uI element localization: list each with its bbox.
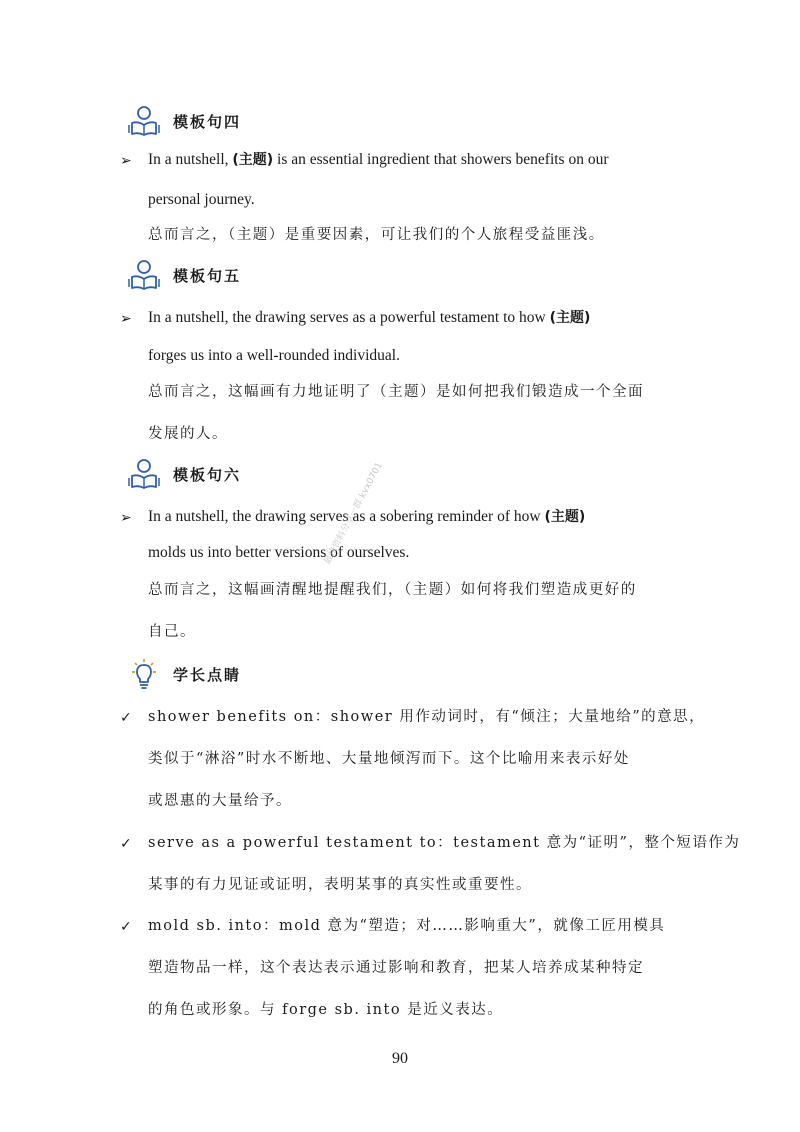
tips-title: 学长点睛 (173, 665, 242, 684)
en-sentence-line-1 (148, 308, 590, 328)
checkmark-bullet-icon: ✓ (120, 710, 132, 726)
zh-translation-line: 总而言之，这幅画清醒地提醒我们，（主题）如何将我们塑造成更好的 (148, 582, 637, 598)
zh-translation-line: 总而言之，（主题）是重要因素，可让我们的个人旅程受益匪浅。 (148, 227, 605, 243)
section-heading-4 (127, 103, 241, 139)
tip-line: mold sb. into：mold 意为“塑造；对……影响重大”，就像工匠用模具 (148, 918, 666, 934)
en-text: is an essential ingredient that showers benefits on our (273, 151, 609, 168)
en-sentence-line-2: personal journey. (148, 191, 255, 208)
zh-translation-line: 总而言之，这幅画有力地证明了（主题）是如何把我们锻造成一个全面 (148, 384, 644, 400)
subject-placeholder: (主题) (232, 152, 274, 168)
tip-line: 的角色或形象。与 forge sb. into 是近义表达。 (148, 1002, 504, 1018)
reading-person-icon (127, 258, 161, 292)
tip-line: 类似于“淋浴”时水不断地、大量地倾泻而下。这个比喻用来表示好处 (148, 751, 630, 767)
en-sentence-line-1 (148, 507, 585, 527)
en-sentence-line-2: molds us into better versions of ourselves. (148, 544, 410, 561)
section-title: 模板句五 (173, 266, 242, 285)
section-heading-6 (127, 456, 241, 492)
tip-line: 或恩惠的大量给予。 (148, 793, 292, 809)
tips-heading (127, 656, 241, 692)
subject-placeholder: (主题) (544, 509, 586, 525)
en-sentence-line-1 (148, 150, 609, 170)
tip-line: 塑造物品一样，这个表达表示通过影响和教育，把某人培养成某种特定 (148, 960, 644, 976)
reading-person-icon (127, 457, 161, 491)
page-number: 90 (392, 1050, 408, 1067)
section-heading-5 (127, 257, 241, 293)
watermark-text: 最快资料分享一群 kvx0701 (322, 461, 385, 567)
section-title: 模板句六 (173, 465, 242, 484)
lightbulb-icon (127, 657, 161, 691)
checkmark-bullet-icon: ✓ (120, 919, 132, 935)
en-sentence-line-2: forges us into a well-rounded individual. (148, 347, 400, 364)
tip-line: 某事的有力见证或证明，表明某事的真实性或重要性。 (148, 877, 532, 893)
zh-translation-line: 发展的人。 (148, 426, 228, 442)
tip-line: shower benefits on：shower 用作动词时，有“倾注；大量地给”的意思， (148, 709, 706, 725)
arrow-bullet-icon: ➢ (120, 153, 132, 169)
checkmark-bullet-icon: ✓ (120, 836, 132, 852)
en-text: In a nutshell, the drawing serves as a sobering reminder of how (148, 508, 545, 525)
tip-line: serve as a powerful testament to：testament 意为“证明”，整个短语作为 (148, 835, 741, 851)
arrow-bullet-icon: ➢ (120, 510, 132, 526)
en-text: In a nutshell, (148, 151, 233, 168)
section-title: 模板句四 (173, 112, 242, 131)
en-text: In a nutshell, the drawing serves as a powerful testament to how (148, 309, 550, 326)
zh-translation-line: 自己。 (148, 624, 196, 640)
subject-placeholder: (主题) (549, 310, 591, 326)
arrow-bullet-icon: ➢ (120, 311, 132, 327)
reading-person-icon (127, 104, 161, 138)
